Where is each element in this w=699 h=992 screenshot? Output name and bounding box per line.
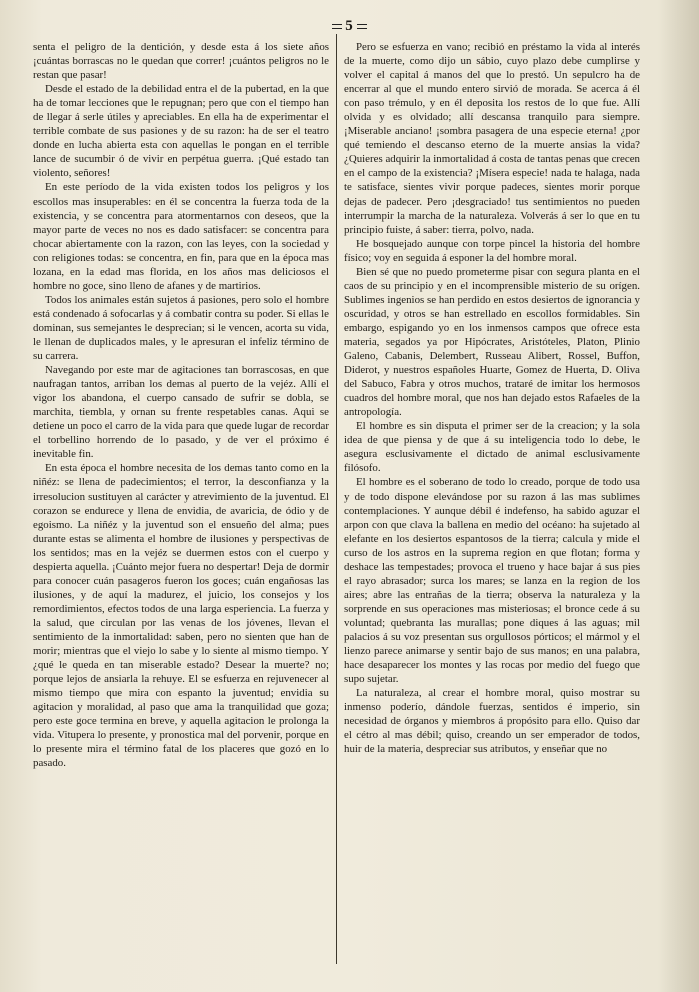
paragraph: El hombre es el soberano de todo lo creado, porque de todo usa y de todo dispone elevándose por su razon á las mas sublimes contemplaciones. Y aunque débil é indefenso, ha sabido aguzar el arpon con que clava la ballena en medio del océano: ha sujetado al elefante en los desiertos espantosos de la tierra; calcula y mide el curso de los astros en la suprema region en que flotan; forma y deshace las tempestades; provoca el trueno y hace bajar á sus pies el rayo abrasador; surca los mares; se lanza en la region de los aires; abre las entrañas de la tierra; observa la naturaleza y la sorprende en sus operaciones mas misteriosas; el bronce cede á su voluntad; quebranta las murallas; pone diques á las aguas; mil palacios á su voz presentan sus orgullosos pórticos; el mármol y el lienzo parece animarse y sentir bajo de sus manos; en una palabra, hace desaparecer los montes y las rocas por medio del fuego que supo sujetar. [344, 476, 640, 686]
paragraph: En este período de la vida existen todos los peligros y los escollos mas insuperables: en él se concentra la fuerza toda de la existencia, y se concentra para atormentarnos con deseos, que la mayor parte de veces no nos es dado satisfacer: se concentra para chocar abiertamente con la razon, con las leyes, con la sociedad y con religiones todas: se concentra, en fin, para que en la época mas lozana, en la edad mas florida, en los años mas deliciosos el hombre no goce, sino lleno de afanes y de martirios. [33, 181, 329, 292]
paragraph: Pero se esfuerza en vano; recibió en préstamo la vida al interés de la muerte, como dijo un sábio, cuyo plazo debe cumplirse y volver el capital á manos del que lo prestó. Un sepulcro ha de encerrar al que el mundo entero sirvió de morada. Se acerca á él con paso trémulo, y en él deposita los restos de lo que fue. Allí olvida y es olvidado; allí descansa tranquilo para siempre. ¡Miserable anciano! ¡sombra pasagera de una especie eterna! ¿por qué temiendo el descanso eterno de la muerte ansias la vida? ¿Quieres adquirir la inmortalidad á costa de tantas penas que crecen en el campo de la existencia? ¡Mísera especie! nada te halaga, nada te satisface, sientes vivir porque padeces, sientes morir porque dejas de padecer. Pero ¡desgraciado! tus sentimientos no pueden interrumpir la marcha de la naturaleza. Volverás á ser lo que en tu principio fuiste, á saber: tierra, polvo, nada. [344, 41, 640, 236]
column-divider [336, 34, 337, 964]
paragraph: He bosquejado aunque con torpe pincel la historia del hombre físico; voy en seguida á esponer la del hombre moral. [344, 237, 640, 264]
page-number: 5 [345, 18, 354, 34]
page-edge-shadow [659, 0, 699, 992]
paragraph: Desde el estado de la debilidad entra el de la pubertad, en la que ha de tomar lecciones que le repugnan; pero que con el tiempo han de llegar á serle útiles y apreciables. En ella ha de experimentar el terrible combate de sus pasiones y de su razon: ha de ser el teatro donde en lucha abierta esta con aquellas le pongan en el terrible lance de sucumbir ó de vivir en perpétua guerra. ¡Qué estado tan violento, señores! [33, 83, 329, 180]
left-column [33, 40, 329, 970]
paragraph: La naturaleza, al crear el hombre moral, quiso mostrar su inmenso poderío, dándole fuerzas, sentidos é imperio, sin necesidad de órganos y miembros á propósito para ello. Quiso dar el cétro al mas débil; quiso, creando un ser emperador de todos, huir de la materia, despreciar sus atributos, y enseñar que no [344, 687, 640, 756]
header-rule-right [357, 24, 367, 29]
paragraph: El hombre es sin disputa el primer ser de la creacion; y la sola idea de que piensa y de que á su inteligencia todo lo debe, le asegura esclusivamente el dictado de animal esclusivamente filósofo. [344, 420, 640, 475]
header-rule-left [332, 24, 342, 29]
paragraph: Todos los animales están sujetos á pasiones, pero solo el hombre está condenado á sofocarlas y á combatir contra su poder. Si ellas le dominan, sus semejantes le desprecian; si le vencen, acorta su vida, le llenan de duplicados males, y le apresuran el infeliz término de su carrera. [33, 293, 329, 363]
page-header [0, 18, 699, 35]
paragraph: Bien sé que no puedo prometerme pisar con segura planta en el caos de su principio y en el incomprensible misterio de su orígen. Sublimes ingenios se han perdido en estos desiertos de ignorancia y oscuridad, y otros se han estrellado en escollos formidables. Sin embargo, espigando yo en los inmensos campos que ofrece esta materia, segados ya por Hipócrates, Aristóteles, Platon, Plinio Galeno, Cabanis, Delembert, Russeau Alibert, Rossel, Buffon, Diderot, y nuestros españoles Huarte, Gomez de Huerta, D. Oliva del Sabuco, Fabra y otros muchos, trataré de imitar los hermosos cuadros del hombre moral, que nos han dejado estos Rafaeles de la antropología. [344, 265, 640, 419]
right-column [344, 40, 640, 970]
paragraph: senta el peligro de la dentición, y desde esta á los siete años ¡cuántas borrascas no le quedan que correr! ¡cuántos peligros no le restan que pasar! [33, 41, 329, 82]
paragraph: Navegando por este mar de agitaciones tan borrascosas, en que naufragan tantos, arriban los demas al puerto de la vejéz. Allí el vigor los abandona, el cuerpo cansado de sufrir se dobla, se marchita, tiembla, y ornan su frente respetables canas. Aqui se detiene un poco el carro de la vida para que quede lugar de recordar el torbellino horrendo de lo pasado, y de ver el próximo é inevitable fin. [33, 364, 329, 461]
paragraph: En esta época el hombre necesita de los demas tanto como en la niñéz: se llena de padecimientos; el terror, la desconfianza y la irresolucion sustituyen al carácter y atrevimiento de la juventud. El corazon se endurece y llena de envidia, de avaricia, de ódio y de egoismo. La niñéz y la juventud son el ensueño del alma; pues durante estas se alimenta el hombre de ilusiones y perspectivas de los sentidos; mas en la vejéz se duermen estos con el cuerpo y despierta aquella. ¡Cuánto mejor fuera no despertar! Deja de dormir para conocer cuán pasageros fueron los goces; cuán engañosas las ilusiones, y de aquí la madurez, el juicio, los consejos y los remordimientos, efectos todos de una larga esperiencia. La fuerza y la salud, que circulan por las venas de los jóvenes, llevan el sentimiento de la inmortalidad: saben, pero no sienten que han de morir; mientras que el viejo lo sabe y lo siente al mismo tiempo. Y ¿qué le queda en tan miserable estado? Desear la muerte? no; porque lejos de ansiarla la rehuye. El se esfuerza en rejuvenecer al mismo tiempo que mira con espanto la juventud; envidia su agitacion y moralidad, al paso que ama la tranquilidad que goza; pero este goce termina en breve, y aquella agitacion le prolonga la vida. Vitupera lo presente, y pronostica mal del porvenir, porque en lo presente mira el término fatal de los placeres que gozó en lo pasado. [33, 462, 329, 770]
